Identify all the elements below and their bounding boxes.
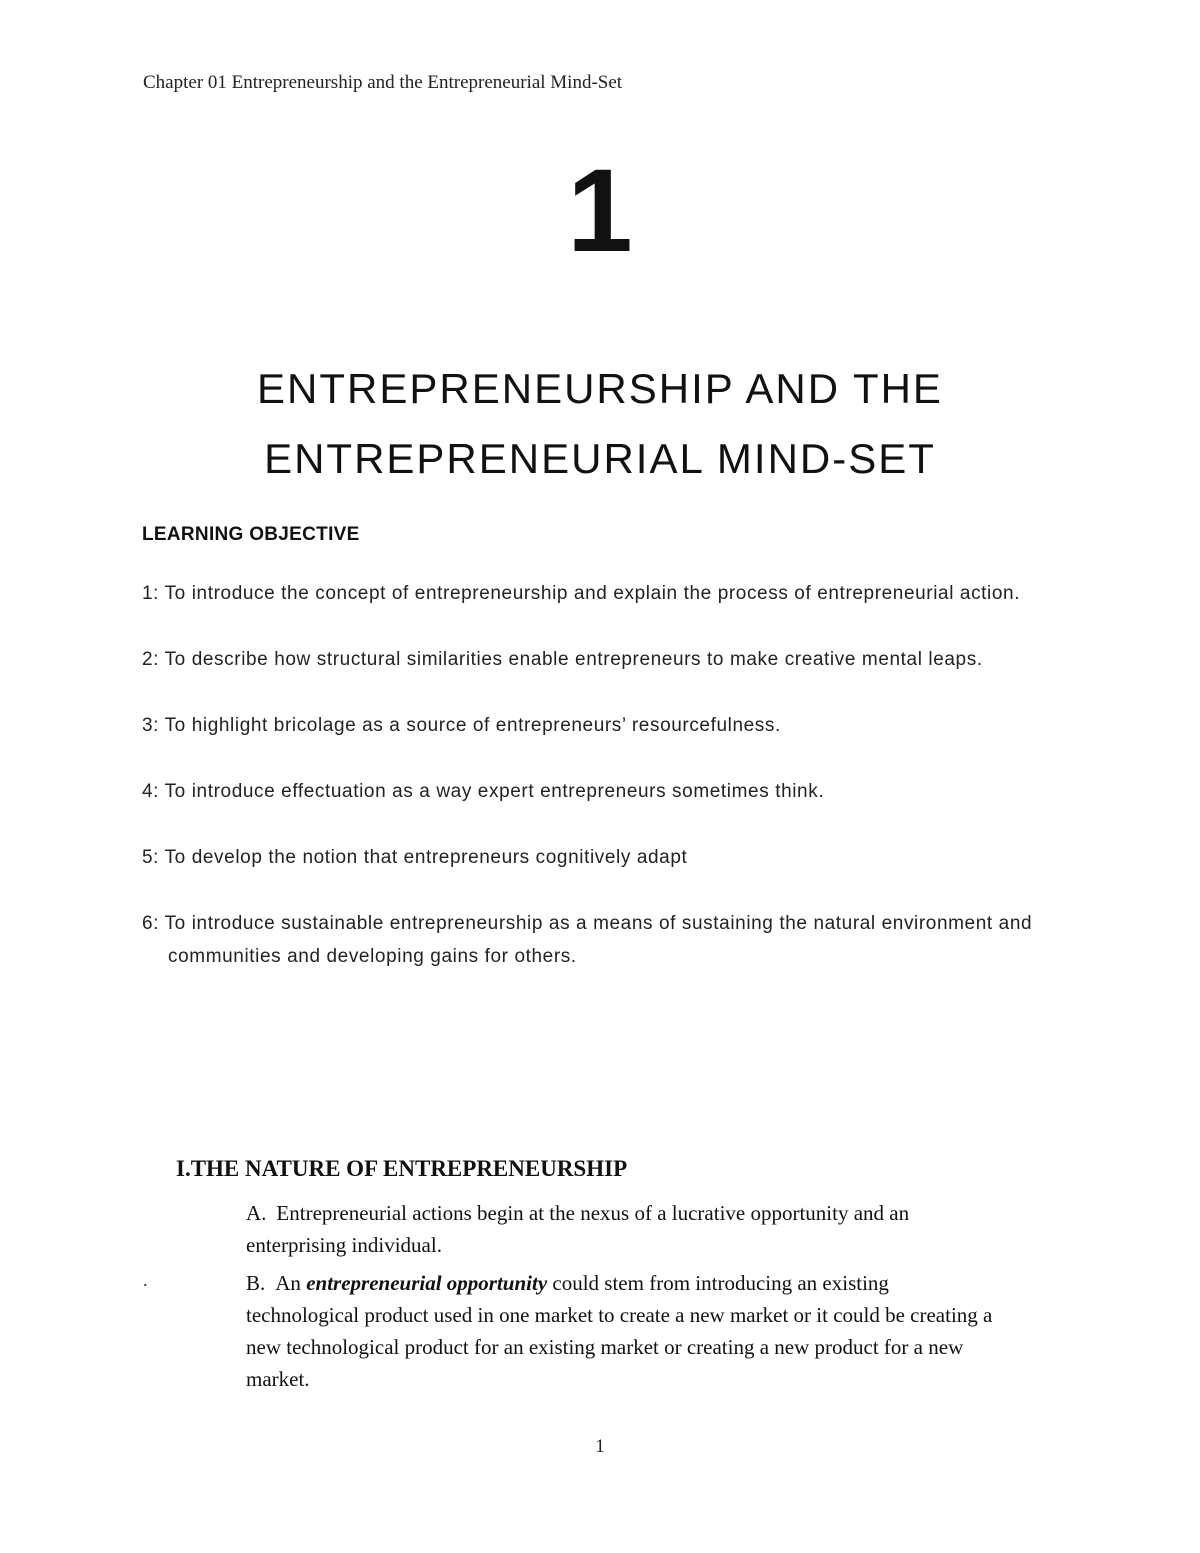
section-heading: I.THE NATURE OF ENTREPRENEURSHIP xyxy=(176,1156,628,1181)
chapter-title xyxy=(0,354,1200,494)
learning-objectives-list xyxy=(142,577,1042,1006)
outline-letter: B. xyxy=(246,1271,266,1295)
chapter-title-line-1: ENTREPRENEURSHIP AND THE xyxy=(257,365,943,412)
objective-item: 5: To develop the notion that entrepreneurs cognitively adapt xyxy=(142,847,688,868)
objective-item: 4: To introduce effectuation as a way expert entrepreneurs sometimes think. xyxy=(142,781,825,802)
learning-objective-heading: LEARNING OBJECTIVE xyxy=(142,524,360,545)
outline-item-a xyxy=(246,1197,1006,1261)
outline-text-before: An xyxy=(275,1271,307,1295)
outline-text: Entrepreneurial actions begin at the nexus of a lucrative opportunity and an enterprising individual. xyxy=(246,1201,910,1257)
objective-item: 3: To highlight bricolage as a source of entrepreneurs’ resourcefulness. xyxy=(142,715,781,736)
chapter-number: 1 xyxy=(567,145,633,277)
page-number: 1 xyxy=(595,1436,605,1457)
outline-letter: A. xyxy=(246,1201,267,1225)
outline-text-after: could stem from introducing an existing technological product used in one market to create a new market or it could be creating a new technological product for an existing market or creating a new product for a new market. xyxy=(246,1271,993,1391)
stray-mark: . xyxy=(143,1270,148,1290)
objective-item: 6: To introduce sustainable entrepreneurship as a means of sustaining the natural environment and communities and developing gains for others. xyxy=(142,913,1033,967)
chapter-title-line-2: ENTREPRENEURIAL MIND-SET xyxy=(264,435,936,482)
outline-item-b xyxy=(246,1267,1006,1395)
emphasized-term: entrepreneurial opportunity xyxy=(306,1271,548,1295)
running-header: Chapter 01 Entrepreneurship and the Entrepreneurial Mind-Set xyxy=(143,72,623,93)
objective-item: 2: To describe how structural similarities enable entrepreneurs to make creative mental leaps. xyxy=(142,649,983,670)
objective-item: 1: To introduce the concept of entrepreneurship and explain the process of entrepreneurial action. xyxy=(142,583,1021,604)
